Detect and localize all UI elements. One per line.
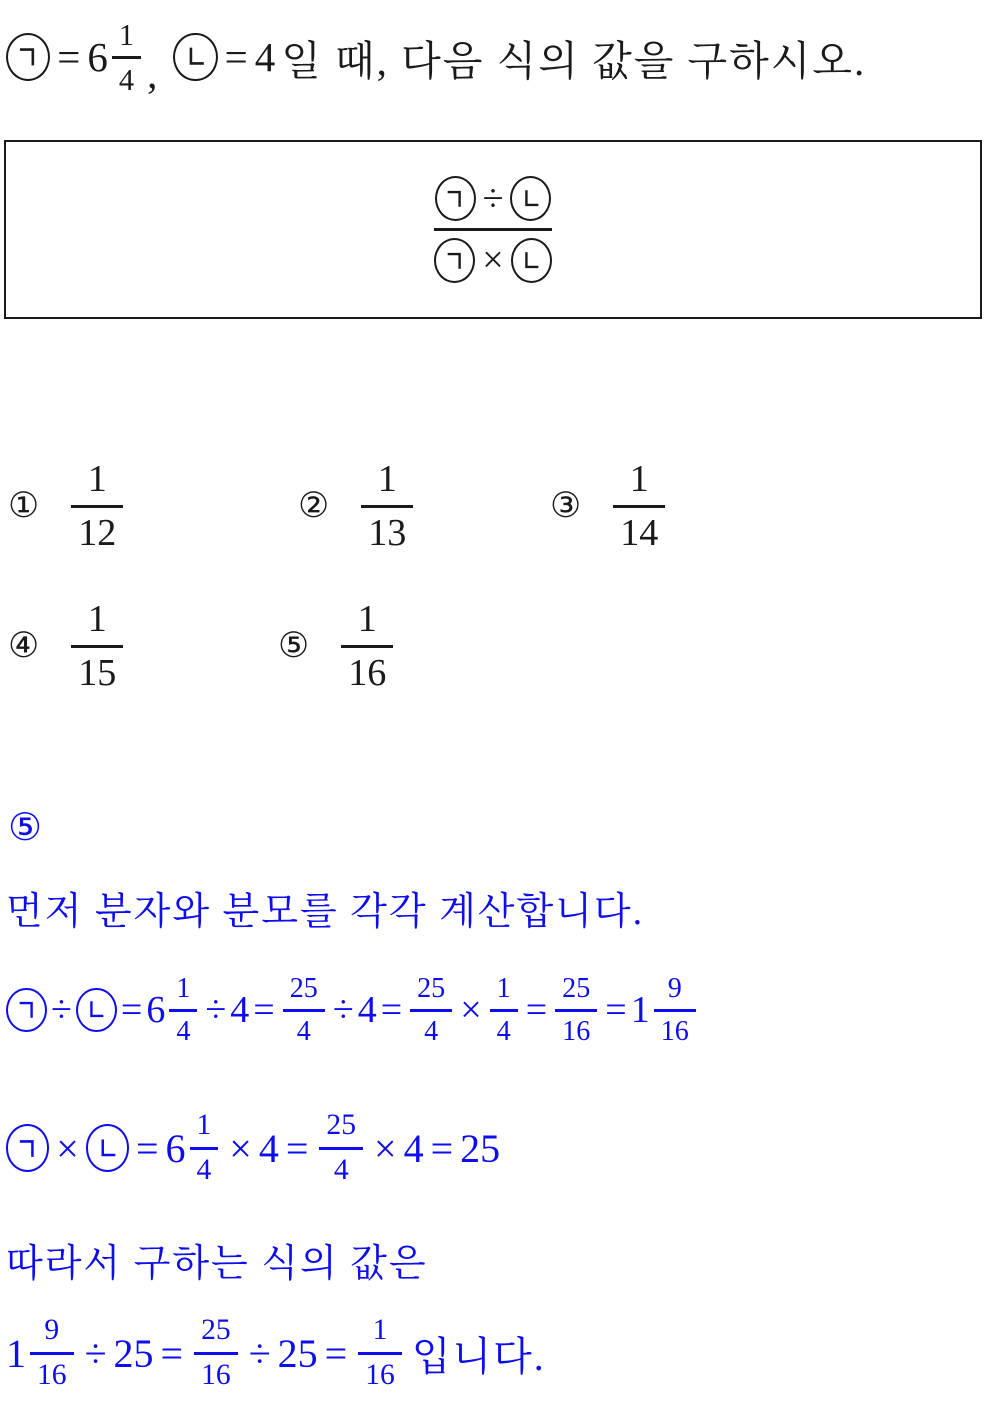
math-operator: × [229,1125,252,1171]
math-operator: ÷ [205,989,227,1031]
math-operator: × [56,1125,79,1171]
fraction-bar [613,505,665,508]
math-number: 25 [277,1330,318,1376]
math-operator: = [160,1330,184,1376]
choice-number: ① [8,485,40,526]
fraction-bar [71,505,123,508]
circled-giyeok-symbol [6,988,47,1033]
math-operator: = [380,989,403,1031]
fraction [112,18,141,97]
fraction-denominator: 14 [620,511,659,554]
math-number: 25 [460,1125,501,1171]
solution-step2-text: 따라서 구하는 식의 값은 [6,1243,428,1285]
solution-equation-2 [6,1090,500,1206]
math-number: 4 [254,34,276,80]
fraction-bar [112,56,141,59]
boxed-expression-fraction [434,176,552,283]
math-number: 1 [6,1330,26,1376]
fraction [358,1314,402,1391]
math-operator: , [147,51,158,97]
fraction-bar [410,1009,452,1012]
math-number: 6 [146,989,166,1031]
fraction [613,458,665,554]
fraction-denominator: 16 [562,1015,591,1047]
fraction-numerator: 1 [377,457,397,500]
fraction-bar [169,1009,197,1012]
fraction-denominator: 4 [296,1015,311,1047]
fraction [341,598,393,694]
math-operator: ÷ [332,989,354,1031]
math-number: 6 [87,34,108,80]
math-operator: = [525,989,548,1031]
fraction-numerator: 1 [87,457,107,500]
circled-giyeok-symbol [6,33,50,81]
choice-option-1[interactable] [8,450,127,562]
answer-number: ⑤ [8,805,43,849]
fraction [490,973,518,1047]
fraction-numerator: 9 [667,973,682,1004]
math-operator: = [224,34,248,80]
choice-option-3[interactable] [550,450,669,562]
math-number: 4 [403,1125,424,1171]
fraction-bar [434,228,552,231]
math-number: 4 [357,989,377,1031]
fraction-bar [555,1009,597,1012]
fraction [283,973,325,1047]
math-operator: = [135,1125,159,1171]
math-number: 4 [258,1125,279,1171]
math-operator: = [253,989,275,1031]
fraction-denominator: 4 [196,1153,212,1186]
solution-equation-3 [6,1298,546,1408]
fraction-bar [490,1009,518,1012]
fraction-denominator: 13 [368,511,407,554]
fraction [361,458,413,554]
fraction-numerator: 25 [289,973,318,1004]
fraction-numerator: 1 [87,597,107,640]
fraction-numerator: 1 [196,1109,212,1142]
expression-numerator [434,176,552,221]
math-operator: = [430,1125,454,1171]
korean-text: 입니다. [411,1333,546,1379]
fraction-numerator: 1 [629,457,649,500]
fraction [410,973,452,1047]
fraction-denominator: 4 [118,62,135,97]
fraction-denominator: 4 [496,1015,511,1047]
fraction [30,1314,74,1391]
math-number: 25 [113,1330,154,1376]
solution-step1-text: 먼저 분자와 분모를 각각 계산합니다. [6,891,645,933]
circled-nieun-symbol [511,238,552,283]
solution-equation-1 [6,952,700,1068]
fraction-bar [319,1147,363,1150]
circled-giyeok-symbol [6,1124,49,1171]
fraction-denominator: 16 [37,1358,67,1391]
fraction-numerator: 25 [417,973,446,1004]
fraction-denominator: 4 [424,1015,439,1047]
circled-nieun-symbol [76,988,117,1033]
korean-text: 일 때, 다음 식의 값을 구하시오. [281,37,867,84]
fraction-bar [341,645,393,648]
fraction-bar [194,1352,238,1355]
math-operator: ÷ [482,177,504,220]
math-operator: = [285,1125,309,1171]
fraction-bar [654,1009,696,1012]
math-operator: × [374,1125,397,1171]
fraction-numerator: 1 [357,597,377,640]
math-operator: = [324,1330,348,1376]
fraction [555,973,597,1047]
choice-option-4[interactable] [8,590,127,702]
problem-statement [6,6,866,108]
choice-option-5[interactable] [278,590,397,702]
fraction-numerator: 1 [176,973,191,1004]
fraction-bar [361,505,413,508]
fraction-denominator: 12 [78,511,117,554]
math-operator: × [460,989,482,1031]
fraction-denominator: 15 [78,651,117,694]
circled-nieun-symbol [86,1124,129,1171]
circled-nieun-symbol [173,33,217,81]
fraction [71,458,123,554]
fraction-numerator: 9 [44,1314,60,1347]
fraction-bar [30,1352,74,1355]
math-number: 1 [630,989,650,1031]
circled-nieun-symbol [510,176,551,221]
fraction-numerator: 25 [201,1314,231,1347]
fraction-denominator: 16 [660,1015,689,1047]
choice-number: ④ [8,625,40,666]
fraction [169,973,197,1047]
choice-number: ⑤ [278,625,310,666]
choice-option-2[interactable] [298,450,417,562]
expression-denominator [434,238,552,283]
math-operator: ÷ [248,1330,271,1376]
fraction-numerator: 1 [372,1314,388,1347]
fraction [71,598,123,694]
fraction-bar [283,1009,325,1012]
expression-box [4,140,982,319]
fraction-denominator: 4 [176,1015,191,1047]
fraction [654,973,696,1047]
math-number: 6 [165,1125,186,1171]
fraction-denominator: 16 [365,1358,395,1391]
math-operator: ÷ [84,1330,107,1376]
choice-number: ② [298,485,330,526]
fraction [319,1109,363,1186]
fraction-denominator: 4 [333,1153,349,1186]
math-operator: ÷ [51,989,72,1031]
fraction-bar [190,1147,219,1150]
fraction-numerator: 25 [326,1109,357,1142]
fraction-bar [71,645,123,648]
math-operator: = [120,989,143,1031]
math-number: 4 [230,989,250,1031]
circled-giyeok-symbol [435,176,476,221]
fraction-numerator: 1 [118,17,135,52]
math-operator: × [482,239,504,282]
fraction [194,1314,238,1391]
fraction-numerator: 1 [496,973,511,1004]
math-operator: = [57,34,81,80]
math-operator: = [605,989,627,1031]
fraction-denominator: 16 [201,1358,231,1391]
choice-number: ③ [550,485,582,526]
fraction-denominator: 16 [348,651,387,694]
fraction-bar [358,1352,402,1355]
fraction [190,1109,219,1186]
fraction-numerator: 25 [562,973,591,1004]
circled-giyeok-symbol [434,238,475,283]
